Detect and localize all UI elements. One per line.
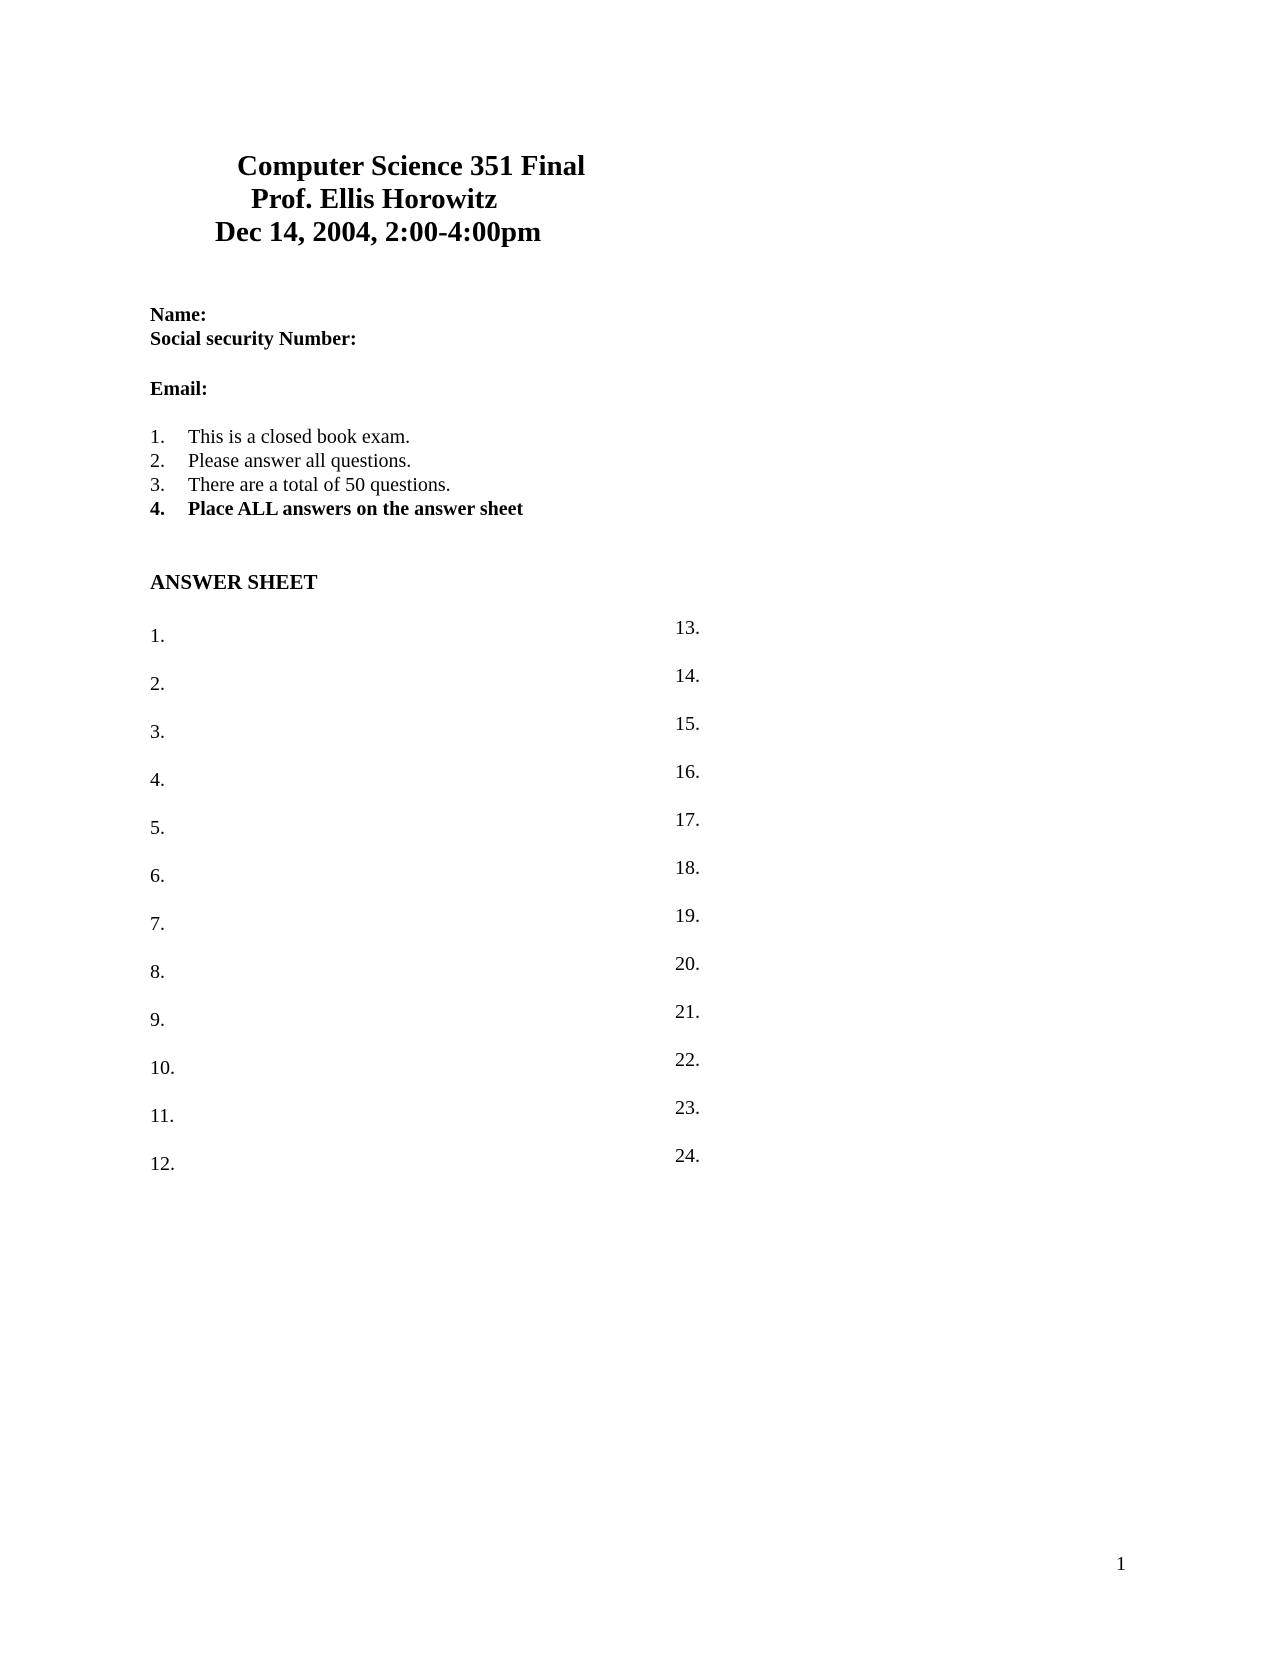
answer-number: 2.: [150, 673, 165, 695]
answer-number: 8.: [150, 961, 165, 983]
course-title: Computer Science 351 Final: [237, 150, 586, 182]
instruction-item: [150, 497, 523, 521]
professor-name: Prof. Ellis Horowitz: [251, 183, 498, 215]
instruction-number: 4.: [150, 498, 165, 520]
answer-number: 5.: [150, 817, 165, 839]
exam-date-time: Dec 14, 2004, 2:00-4:00pm: [215, 216, 542, 248]
answer-number: 15.: [675, 713, 700, 735]
instruction-item: [150, 449, 411, 473]
instruction-item: [150, 473, 451, 497]
instruction-text: There are a total of 50 questions.: [188, 474, 451, 496]
instruction-text: Place ALL answers on the answer sheet: [188, 498, 524, 520]
answer-number: 6.: [150, 865, 165, 887]
instruction-text: This is a closed book exam.: [188, 426, 411, 448]
answer-sheet-heading: ANSWER SHEET: [150, 570, 318, 594]
instruction-text: Please answer all questions.: [188, 450, 412, 472]
answer-number: 22.: [675, 1049, 700, 1071]
name-label: Name:: [150, 304, 207, 326]
answer-number: 18.: [675, 857, 700, 879]
answer-number: 3.: [150, 721, 165, 743]
answer-number: 24.: [675, 1145, 700, 1167]
answer-number: 4.: [150, 769, 165, 791]
answer-number: 16.: [675, 761, 700, 783]
page-number: 1: [1116, 1553, 1126, 1575]
answer-number: 13.: [675, 617, 700, 639]
answer-number: 7.: [150, 913, 165, 935]
answer-number: 14.: [675, 665, 700, 687]
instruction-number: 3.: [150, 474, 165, 496]
answer-number: 23.: [675, 1097, 700, 1119]
instruction-number: 2.: [150, 450, 165, 472]
answer-number: 21.: [675, 1001, 700, 1023]
email-label: Email:: [150, 378, 208, 400]
answer-number: 11.: [150, 1105, 175, 1127]
instruction-item: [150, 425, 410, 449]
answer-number: 20.: [675, 953, 700, 975]
answer-number: 10.: [150, 1057, 175, 1079]
ssn-label: Social security Number:: [150, 328, 357, 350]
answer-number: 9.: [150, 1009, 165, 1031]
instruction-number: 1.: [150, 426, 165, 448]
answer-number: 17.: [675, 809, 700, 831]
answer-number: 1.: [150, 625, 165, 647]
answer-number: 19.: [675, 905, 700, 927]
answer-number: 12.: [150, 1153, 175, 1175]
